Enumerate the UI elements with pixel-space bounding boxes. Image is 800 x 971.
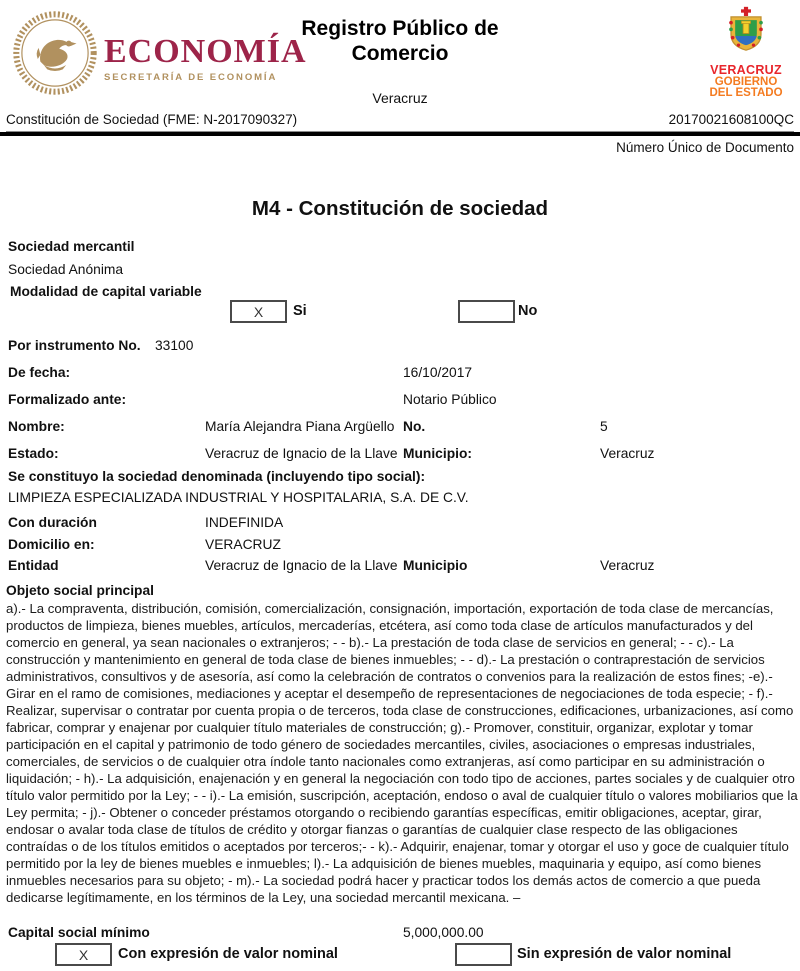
unique-document-number-caption: Número Único de Documento <box>616 140 794 155</box>
registry-title: Registro Público de Comercio <box>301 17 499 65</box>
estado-value: Veracruz de Ignacio de la Llave <box>205 446 398 461</box>
header-divider-rule <box>0 132 800 136</box>
domicilio-label: Domicilio en: <box>8 537 95 552</box>
objeto-social-label: Objeto social principal <box>6 583 154 598</box>
con-expresion-checkbox[interactable]: X <box>55 943 112 966</box>
denominacion-value: LIMPIEZA ESPECIALIZADA INDUSTRIAL Y HOSPITALARIA, S.A. DE C.V. <box>8 490 469 505</box>
por-instrumento-label: Por instrumento No. <box>8 338 141 353</box>
de-fecha-value: 16/10/2017 <box>403 365 473 380</box>
capital-social-label: Capital social mínimo <box>8 925 150 940</box>
veracruz-gov-line2: DEL ESTADO <box>709 87 783 99</box>
nombre-label: Nombre: <box>8 419 65 434</box>
domicilio-value: VERACRUZ <box>205 537 281 552</box>
estado-label: Estado: <box>8 446 59 461</box>
con-duracion-label: Con duración <box>8 515 97 530</box>
denominacion-label: Se constituyo la sociedad denominada (incluyendo tipo social): <box>8 469 426 484</box>
entidad-municipio-label: Municipio <box>403 558 468 573</box>
economia-wordmark <box>104 35 307 83</box>
modalidad-no-label: No <box>518 303 538 319</box>
veracruz-coat-of-arms-icon <box>721 6 771 56</box>
veracruz-gov-line1: GOBIERNO <box>714 76 778 88</box>
veracruz-logo <box>702 6 790 99</box>
notario-no-value: 5 <box>600 419 608 434</box>
con-duracion-value: INDEFINIDA <box>205 515 284 530</box>
sociedad-mercantil-label: Sociedad mercantil <box>8 239 135 254</box>
objeto-social-text: a).- La compraventa, distribución, comisión, comercialización, consignación, importación, exportación de toda clase de mercancías, productos de limpieza, bienes muebles, artículos, mercaderías, etcétera, así como toda clase de artículos manufacturados y del comercio en general, ya sean nacionales o extranjeros; - - b).- La prestación de toda clase de servicios en general; - - c).- La construcción y mantenimiento en general de toda clase de bienes inmuebles; - - d).- La prestación o contraprestación de servicios administrativos, consultivos y de asesoría, así como la celebración de contratos o convenios para la realización de estos fines; -e).- Girar en el ramo de comisiones, mediaciones y aceptar el desempeño de representaciones de negociaciones de toda especie; - f).- Realizar, supervisar o contratar por cuenta propia o de terceros, toda clase de construcciones, edificaciones, urbanizaciones, así como fabricar, comprar y enajenar por cualquier título materiales de construcción; g).- Promover, constituir, organizar, explotar y tomar participación en el capital y patrimonio de todo género de sociedades mercantiles, civiles, asociaciones o empresas industriales, comerciales, de servicios o de cualquier otra índole tanto nacionales como extranjeras, así como participar en su administración o liquidación; - h).- La adquisición, enajenación y en general la negociación con todo tipo de acciones, partes sociales y de cualquier otro título valor permitido por la Ley; - - i).- La emisión, suscripción, aceptación, endoso o aval de cualquier título o valores mobiliarios que la Ley permita; - j).- Obtener o conceder préstamos otorgando o recibiendo garantías específicas, emitir obligaciones, aceptar, girar, endosar o avalar toda clase de títulos de crédito y otorgar fianzas o garantías de cualquier clase respecto de las obligaciones contraídas o de los títulos emitidos o aceptados por terceros;- - k).- Adquirir, enajenar, tomar y otorgar el uso y goce de cualquier título permitido por la ley de bienes muebles e inmuebles; l).- La adquisición de bienes muebles, maquinaria y equipo, así como bienes inmuebles necesarios para su objeto; - m).- La sociedad podrá hacer y practicar todos los demás actos de comercio a que pueda dedicarse legítimamente, en los términos de la Ley, una sociedad mercantil mexicana. – <box>6 601 798 905</box>
nombre-value: María Alejandra Piana Argüello <box>205 419 395 434</box>
notario-no-label: No. <box>403 419 426 434</box>
document-id-bar <box>6 112 794 132</box>
document-type-fme: Constitución de Sociedad (FME: N-2017090327) <box>6 112 298 127</box>
por-instrumento-value: 33100 <box>155 338 194 353</box>
economia-subtitle: SECRETARÍA DE ECONOMÍA <box>104 72 278 83</box>
sin-expresion-checkbox[interactable] <box>455 943 512 966</box>
header-center <box>280 16 520 106</box>
unique-document-number: 20170021608100QC <box>668 112 794 127</box>
sociedad-mercantil-value: Sociedad Anónima <box>8 262 124 277</box>
modalidad-capital-variable-label: Modalidad de capital variable <box>10 284 202 299</box>
form-title: M4 - Constitución de sociedad <box>251 197 549 220</box>
con-expresion-label: Con expresión de valor nominal <box>118 946 338 962</box>
capital-social-value: 5,000,000.00 <box>403 925 484 940</box>
entidad-value: Veracruz de Ignacio de la Llave <box>205 558 398 573</box>
mexican-eagle-seal-icon <box>12 10 98 96</box>
de-fecha-label: De fecha: <box>8 365 71 380</box>
modalidad-si-label: Si <box>293 303 307 319</box>
entidad-municipio-value: Veracruz <box>600 558 655 573</box>
modalidad-si-checkbox[interactable]: X <box>230 300 287 323</box>
veracruz-label: VERACRUZ <box>710 63 782 77</box>
formalizado-ante-label: Formalizado ante: <box>8 392 127 407</box>
entidad-label: Entidad <box>8 558 59 573</box>
municipio-label: Municipio: <box>403 446 472 461</box>
municipio-value: Veracruz <box>600 446 655 461</box>
formalizado-ante-value: Notario Público <box>403 392 497 407</box>
registry-state: Veracruz <box>372 90 428 106</box>
sin-expresion-label: Sin expresión de valor nominal <box>517 946 732 962</box>
modalidad-no-checkbox[interactable] <box>458 300 515 323</box>
economia-title: ECONOMÍA <box>104 33 307 70</box>
economia-logo <box>12 10 307 96</box>
